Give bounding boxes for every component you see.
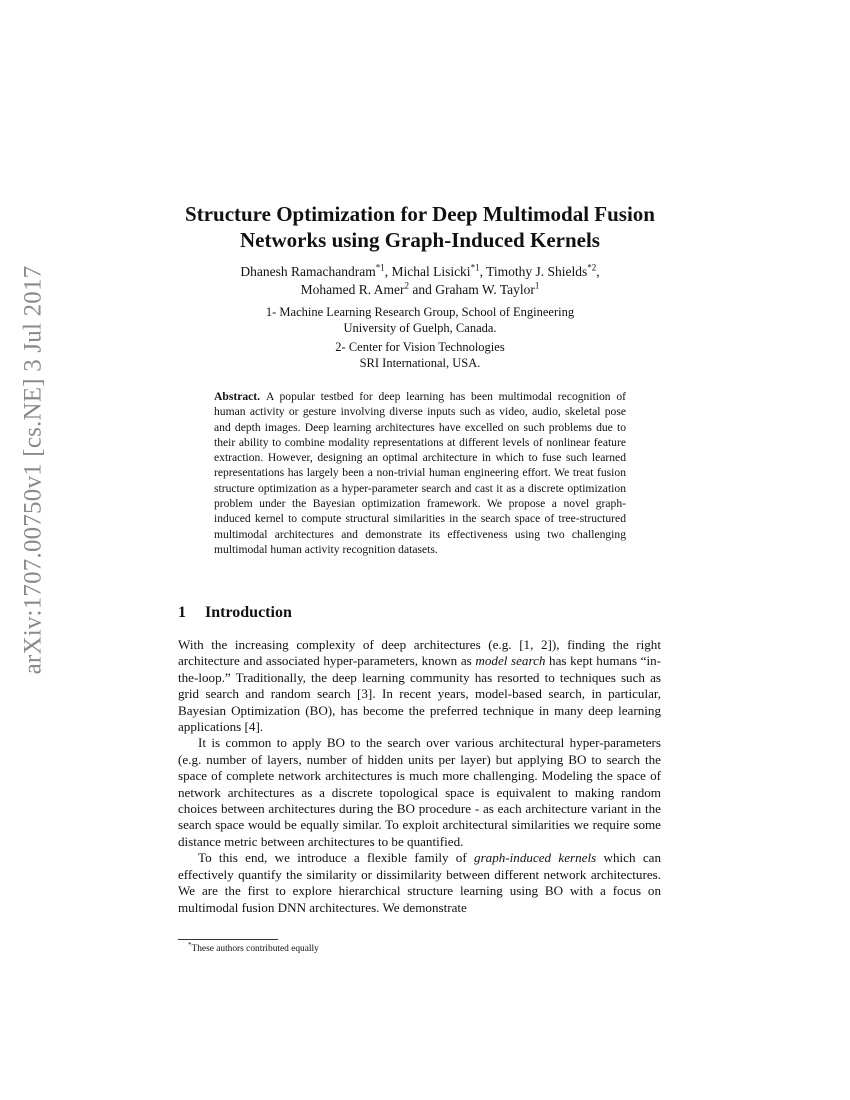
abstract-text: A popular testbed for deep learning has been multimodal recognition of human activity or gesture involving diverse inputs such as video, audio, skeletal pose and depth images. Deep learning architectures have excelled on such problems due to their ability to combine modality representations at different levels of nonlinear feature extraction. However, designing an optimal architecture in which to fuse such learned representations has largely been a non-trivial human engineering effort. We treat fusion structure optimization as a hyper-parameter search and cast it as a discrete optimization problem under the Bayesian optimization framework. We propose a novel graph-induced kernel to compute structural similarities in the search space of tree-structured multimodal architectures and demonstrate its effectiveness using two challenging multimodal human activity recognition datasets. bbox=[214, 390, 626, 556]
author-line-2 bbox=[190, 281, 650, 299]
author-name: Michal Lisicki bbox=[391, 264, 471, 279]
abstract-label: Abstract. bbox=[214, 390, 261, 403]
author-line-1 bbox=[190, 263, 650, 281]
intro-paragraph-1 bbox=[178, 637, 661, 735]
affiliation-1 bbox=[210, 305, 630, 336]
author-affiliation-mark: *2 bbox=[587, 262, 597, 273]
intro-paragraph-3 bbox=[178, 850, 661, 916]
author-list bbox=[190, 263, 650, 299]
author-separator: , bbox=[596, 264, 600, 279]
section-heading bbox=[178, 603, 292, 623]
footnote-text: These authors contributed equally bbox=[191, 944, 319, 954]
affiliation-list bbox=[210, 305, 630, 371]
affiliation-line: University of Guelph, Canada. bbox=[343, 320, 497, 335]
author-affiliation-mark: 2 bbox=[404, 280, 409, 291]
intro-paragraph-2: It is common to apply BO to the search over various architectural hyper-parameters (e.g. number of layers, number of hidden units per layer) but applying BO to search the space of complete network architectures is much more challenging. Modeling the space of network architectures as a discrete topological space is equivalent to making random choices between architectures during the BO procedure - as each architecture variant in the search space would be equally similar. To exploit architectural similarities we require some distance metric between architectures to be quantified. bbox=[178, 735, 661, 849]
affiliation-line: SRI International, USA. bbox=[359, 355, 481, 370]
arxiv-identifier-stamp bbox=[3, 265, 63, 675]
author-name: Mohamed R. Amer bbox=[300, 282, 405, 297]
arxiv-id-text: arXiv:1707.00750v1 [cs.NE] 3 Jul 2017 bbox=[19, 265, 46, 675]
affiliation-line: 2- Center for Vision Technologies bbox=[335, 340, 505, 354]
footnote bbox=[178, 940, 648, 955]
author-separator: , bbox=[479, 264, 487, 279]
section-number: 1 bbox=[178, 604, 186, 621]
paragraph-text: To this end, we introduce a flexible family of bbox=[198, 850, 475, 866]
paragraph-text: which can effectively quantify the similarity or dissimilarity between different network architectures. We are the first to explore hierarchical structure learning using BO with a focus on multimodal fusion DNN architectures. We demonstrate bbox=[178, 850, 661, 915]
footnote-mark: * bbox=[188, 940, 192, 949]
paragraph-text: has kept humans “in-the-loop.” Traditionally, the deep learning community has resorted to techniques such as grid search and random search [3]. In recent years, model-based search, in particular, Bayesian Optimization (BO), has become the preferred technique in many deep learning applications [4]. bbox=[178, 653, 661, 735]
emphasized-term: graph-induced kernels bbox=[474, 850, 597, 866]
paper-title: Structure Optimization for Deep Multimodal Fusion Networks using Graph-Induced Kernels bbox=[185, 202, 655, 252]
author-separator: , bbox=[384, 264, 392, 279]
author-affiliation-mark: 1 bbox=[534, 280, 540, 291]
paragraph-text: With the increasing complexity of deep architectures (e.g. [1, 2]), finding the right architecture and associated hyper-parameters, known as bbox=[178, 637, 661, 669]
section-title: Introduction bbox=[205, 604, 292, 621]
footnote-divider bbox=[178, 939, 278, 940]
author-affiliation-mark: *1 bbox=[375, 262, 385, 273]
introduction-body bbox=[178, 637, 661, 916]
author-name: Timothy J. Shields bbox=[486, 264, 588, 279]
author-name: Graham W. Taylor bbox=[435, 282, 535, 297]
abstract bbox=[214, 389, 626, 557]
affiliation-2 bbox=[210, 340, 630, 371]
author-affiliation-mark: *1 bbox=[470, 262, 480, 273]
emphasized-term: model search bbox=[475, 653, 546, 669]
affiliation-line: 1- Machine Learning Research Group, School of Engineering bbox=[265, 305, 575, 319]
author-separator: and bbox=[408, 282, 436, 297]
author-name: Dhanesh Ramachandram bbox=[240, 264, 376, 279]
